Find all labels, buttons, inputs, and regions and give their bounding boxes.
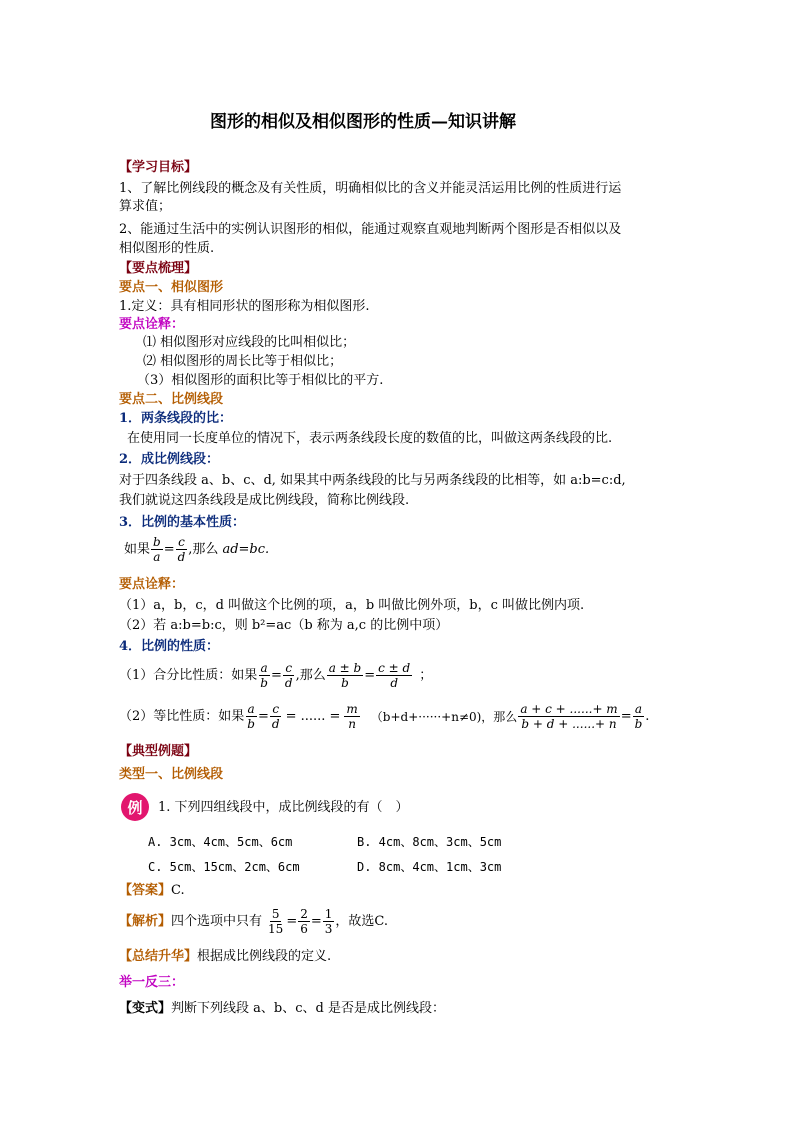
- basic-property-formula: [124, 535, 269, 564]
- denominator: b: [260, 676, 268, 690]
- answer-label: 【答案】: [119, 883, 172, 898]
- denominator: b + d + ......+ n: [521, 717, 617, 731]
- numerator: a: [634, 702, 643, 716]
- numerator: c: [178, 535, 185, 549]
- ratio-properties-title: 4．比例的性质：: [119, 639, 220, 654]
- fraction-sum-over-sum: [518, 702, 619, 731]
- point-1-note-label: 要点诠释：: [119, 317, 185, 332]
- denominator: n: [348, 717, 356, 731]
- option-d: D. 8cm、4cm、1cm、3cm: [357, 860, 502, 874]
- denominator: b: [341, 676, 349, 690]
- numerator: m: [346, 702, 358, 716]
- equals-sign: =: [620, 708, 632, 724]
- summary-label: 【总结升华】: [119, 949, 198, 964]
- type-1-title: 类型一、比例线段: [119, 767, 224, 782]
- numerator: a: [247, 702, 255, 716]
- example-badge: 例: [121, 793, 149, 821]
- fraction-a-over-b: [633, 702, 645, 731]
- denominator: d: [177, 550, 186, 564]
- denominator: 6: [300, 922, 308, 936]
- point-1-title: 要点一、相似图形: [119, 280, 224, 295]
- analysis-suffix: ，故选C.: [335, 913, 389, 929]
- fraction-c-over-d: [176, 535, 188, 564]
- variant-line: [119, 1000, 445, 1018]
- variant-label: 【变式】: [119, 1001, 172, 1016]
- numerator: 5: [271, 907, 280, 921]
- proportional-segments-line-2: 我们就说这四条线段是成比例线段，简称比例线段.: [119, 493, 410, 508]
- formula-prefix: （2）等比性质：如果: [119, 708, 245, 724]
- numerator: 1: [324, 907, 333, 921]
- equals-sign: =: [257, 708, 269, 724]
- fraction-c-pm-d-over-d: [376, 661, 412, 690]
- point-1-note-3: （3）相似图形的面积比等于相似比的平方.: [137, 373, 384, 388]
- denominator: b: [247, 717, 255, 731]
- equals-sign: =: [270, 667, 282, 683]
- formula-suffix: ；: [419, 667, 433, 683]
- page-title: 图形的相似及相似图形的性质—知识讲解: [210, 112, 516, 132]
- fraction-a-pm-b-over-b: [327, 661, 364, 690]
- numerator: c: [285, 661, 293, 675]
- variant-text: 判断下列线段 a、b、c、d 是否是成比例线段：: [171, 1001, 445, 1016]
- equal-ratio-formula: [119, 702, 649, 731]
- fraction-1-over-3: [323, 907, 335, 936]
- option-b: B. 4cm、8cm、3cm、5cm: [357, 835, 502, 849]
- proportional-segments-title: 2．成比例线段：: [119, 452, 220, 467]
- fraction-5-over-15: [266, 907, 285, 936]
- numerator: 2: [300, 907, 308, 921]
- analysis-label: 【解析】: [119, 913, 172, 929]
- fraction-m-over-n: [344, 702, 359, 731]
- fraction-c-over-d: [283, 661, 295, 690]
- equals-sign: =: [286, 913, 298, 929]
- answer-value: C.: [171, 883, 185, 898]
- denominator: a: [153, 550, 161, 564]
- option-a: A. 3cm、4cm、5cm、6cm: [148, 835, 293, 849]
- summary-line: [119, 948, 331, 966]
- equals-sign: =: [163, 541, 175, 557]
- analysis-prefix: 四个选项中只有: [171, 913, 263, 929]
- goal-2-line-2: 相似图形的性质.: [119, 241, 215, 256]
- fraction-2-over-6: [298, 907, 310, 936]
- question-1: 1. 下列四组线段中，成比例线段的有（ ）: [158, 800, 409, 815]
- fraction-b-over-a: [151, 535, 163, 564]
- ellipsis-equals: = ...... =: [285, 708, 341, 724]
- numerator: a ± b: [328, 661, 362, 675]
- formula-connector: ,那么: [188, 541, 219, 557]
- denominator: d: [271, 717, 280, 731]
- key-points-heading: 【要点梳理】: [119, 261, 198, 276]
- numerator: c ± d: [378, 661, 411, 675]
- denominator: d: [390, 676, 399, 690]
- option-c: C. 5cm、15cm、2cm、6cm: [148, 860, 300, 874]
- denominator: d: [284, 676, 293, 690]
- point-2-note-1: （1）a，b，c，d 叫做这个比例的项，a，b 叫做比例外项，b，c 叫做比例内项.: [119, 598, 585, 613]
- goal-1-line-1: 1、了解比例线段的概念及有关性质，明确相似比的含义并能灵活运用比例的性质进行运: [119, 181, 622, 196]
- point-1-note-2: ⑵ 相似图形的周长比等于相似比；: [143, 354, 343, 369]
- formula-prefix: 如果: [124, 541, 151, 557]
- ratio-of-two-segments-text: 在使用同一长度单位的情况下，表示两条线段长度的数值的比，叫做这两条线段的比.: [127, 431, 613, 446]
- formula-prefix: （1）合分比性质：如果: [119, 667, 258, 683]
- fraction-c-over-d: [270, 702, 282, 731]
- summary-text: 根据成比例线段的定义.: [197, 949, 332, 964]
- fraction-a-over-b: [245, 702, 257, 731]
- componendo-dividendo-formula: [119, 661, 432, 690]
- practice-heading: 举一反三：: [119, 975, 185, 990]
- point-2-note-2: （2）若 a:b=b:c，则 b²=ac（b 称为 a,c 的比例中项）: [119, 618, 449, 633]
- formula-result: ad=bc.: [222, 541, 270, 557]
- analysis-line: [119, 907, 388, 936]
- formula-connector: ,那么: [295, 667, 326, 683]
- formula-suffix: .: [645, 708, 650, 724]
- numerator: a: [260, 661, 268, 675]
- equals-sign: =: [364, 667, 376, 683]
- examples-heading: 【典型例题】: [119, 744, 198, 759]
- denominator: b: [634, 717, 643, 731]
- denominator: 3: [324, 922, 333, 936]
- learning-goals-heading: 【学习目标】: [119, 160, 198, 175]
- basic-property-title: 3．比例的基本性质：: [119, 515, 246, 530]
- fraction-a-over-b: [258, 661, 270, 690]
- goal-2-line-1: 2、能通过生活中的实例认识图形的相似，能通过观察直观地判断两个图形是否相似以及: [119, 222, 622, 237]
- answer-line: [119, 882, 185, 900]
- point-1-definition: 1.定义：具有相同形状的图形称为相似图形.: [119, 299, 370, 314]
- formula-condition: （b+d+······+n≠0)，那么: [370, 709, 518, 724]
- point-2-note-label: 要点诠释：: [119, 577, 185, 592]
- point-1-note-1: ⑴ 相似图形对应线段的比叫相似比；: [143, 335, 356, 350]
- goal-1-line-2: 算求值；: [119, 199, 172, 214]
- numerator: c: [272, 702, 280, 716]
- equals-sign: =: [310, 913, 322, 929]
- proportional-segments-line-1: 对于四条线段 a、b、c、d, 如果其中两条线段的比与另两条线段的比相等，如 a:b=c:d,: [119, 473, 626, 488]
- numerator: a + c + ......+ m: [520, 702, 618, 716]
- denominator: 15: [268, 922, 284, 936]
- point-2-title: 要点二、比例线段: [119, 392, 224, 407]
- ratio-of-two-segments-title: 1．两条线段的比：: [119, 411, 233, 426]
- numerator: b: [153, 535, 161, 549]
